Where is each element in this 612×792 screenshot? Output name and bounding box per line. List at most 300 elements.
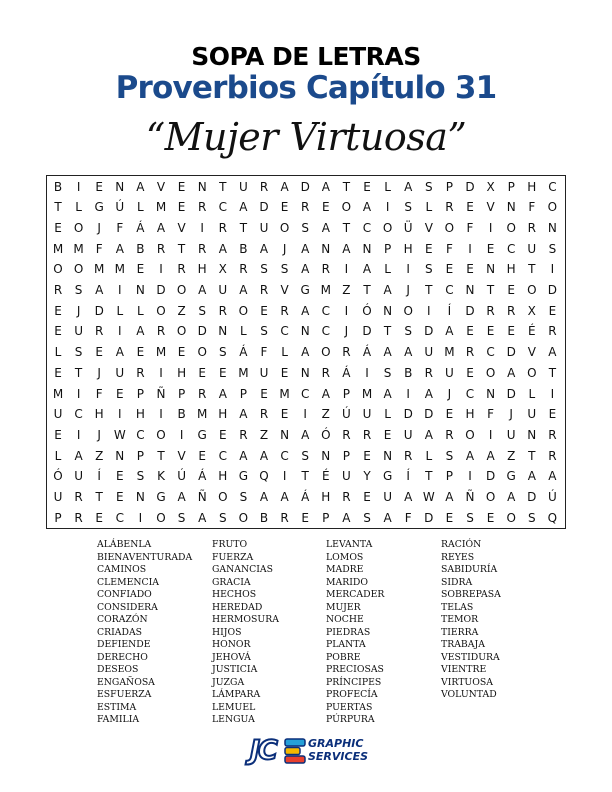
grid-cell[interactable]: S [177, 510, 186, 525]
grid-cell[interactable]: I [385, 200, 390, 215]
grid-cell[interactable]: N [300, 324, 310, 339]
grid-cell[interactable]: A [259, 490, 269, 504]
grid-cell[interactable]: A [280, 490, 289, 504]
grid-cell[interactable]: E [507, 324, 515, 339]
grid-cell[interactable]: O [156, 427, 166, 442]
grid-cell[interactable]: D [424, 407, 434, 422]
grid-cell[interactable]: A [362, 200, 372, 215]
grid-cell[interactable]: A [404, 345, 413, 360]
grid-cell[interactable]: L [384, 262, 391, 277]
grid-cell[interactable]: S [548, 241, 557, 256]
grid-cell[interactable]: I [488, 220, 493, 235]
grid-cell[interactable]: H [197, 262, 207, 277]
grid-cell[interactable]: Z [321, 407, 330, 422]
grid-cell[interactable]: R [259, 179, 269, 194]
grid-cell[interactable]: I [406, 386, 410, 401]
grid-cell[interactable]: A [404, 179, 413, 194]
grid-cell[interactable]: E [177, 179, 186, 194]
grid-cell[interactable]: E [363, 448, 371, 463]
grid-cell[interactable]: H [218, 469, 228, 484]
grid-cell[interactable]: N [218, 324, 228, 339]
grid-cell[interactable]: D [506, 386, 516, 401]
grid-cell[interactable]: N [547, 220, 557, 235]
grid-cell[interactable]: D [403, 407, 413, 422]
grid-cell[interactable]: D [424, 324, 434, 339]
grid-cell[interactable]: E [116, 490, 124, 504]
grid-cell[interactable]: L [528, 386, 536, 401]
grid-cell[interactable]: B [259, 510, 269, 525]
grid-cell[interactable]: D [94, 303, 104, 318]
grid-cell[interactable]: M [52, 241, 64, 256]
grid-cell[interactable]: E [445, 407, 454, 422]
grid-cell[interactable]: I [159, 365, 163, 380]
grid-cell[interactable]: S [301, 448, 309, 463]
grid-cell[interactable]: R [218, 220, 227, 235]
grid-cell[interactable]: U [259, 365, 269, 380]
grid-cell[interactable]: E [466, 200, 474, 215]
grid-cell[interactable]: T [342, 179, 351, 194]
grid-cell[interactable]: J [447, 386, 452, 401]
grid-cell[interactable]: I [344, 303, 349, 318]
grid-cell[interactable]: P [54, 510, 62, 525]
grid-cell[interactable]: O [279, 220, 290, 235]
grid-cell[interactable]: N [383, 448, 393, 463]
grid-cell[interactable]: D [424, 510, 434, 525]
grid-cell[interactable]: C [548, 179, 557, 194]
grid-cell[interactable]: H [403, 241, 413, 256]
grid-cell[interactable]: E [548, 303, 557, 318]
grid-cell[interactable]: U [506, 427, 516, 442]
grid-cell[interactable]: A [239, 200, 248, 215]
grid-cell[interactable]: O [485, 365, 496, 380]
grid-cell[interactable]: H [218, 407, 228, 422]
grid-cell[interactable]: N [321, 241, 331, 256]
grid-cell[interactable]: W [422, 490, 435, 504]
grid-cell[interactable]: U [341, 469, 351, 484]
grid-cell[interactable]: E [466, 262, 474, 277]
grid-cell[interactable]: B [136, 241, 145, 256]
grid-cell[interactable]: Ñ [156, 386, 166, 401]
grid-cell[interactable]: Ü [403, 220, 413, 235]
grid-cell[interactable]: R [321, 365, 330, 380]
grid-cell[interactable]: U [74, 469, 83, 484]
grid-cell[interactable]: T [54, 200, 62, 215]
grid-cell[interactable]: C [115, 510, 124, 525]
grid-cell[interactable]: L [281, 345, 288, 360]
grid-cell[interactable]: A [301, 427, 310, 442]
grid-cell[interactable]: F [95, 241, 103, 256]
grid-cell[interactable]: I [344, 262, 349, 277]
grid-cell[interactable]: T [301, 469, 309, 484]
grid-cell[interactable]: S [74, 283, 83, 297]
grid-cell[interactable]: U [74, 324, 83, 339]
grid-cell[interactable]: L [137, 200, 144, 215]
grid-cell[interactable]: U [53, 407, 63, 422]
grid-cell[interactable]: O [485, 490, 496, 504]
grid-cell[interactable]: K [157, 469, 165, 484]
grid-cell[interactable]: T [74, 365, 83, 380]
grid-cell[interactable]: E [260, 303, 268, 318]
grid-cell[interactable]: N [115, 448, 125, 463]
grid-cell[interactable]: P [322, 510, 330, 525]
grid-cell[interactable]: N [135, 283, 145, 297]
grid-cell[interactable]: A [218, 386, 227, 401]
grid-cell[interactable]: J [344, 324, 349, 339]
grid-cell[interactable]: R [259, 283, 269, 297]
grid-cell[interactable]: A [507, 490, 516, 504]
grid-cell[interactable]: N [321, 448, 331, 463]
grid-cell[interactable]: Ó [321, 427, 331, 442]
grid-cell[interactable]: R [548, 324, 557, 339]
grid-cell[interactable]: D [506, 345, 516, 360]
grid-cell[interactable]: A [259, 448, 269, 463]
grid-cell[interactable]: Ó [362, 303, 372, 318]
grid-cell[interactable]: R [445, 200, 454, 215]
grid-cell[interactable]: C [280, 324, 289, 339]
grid-cell[interactable]: E [466, 365, 474, 380]
grid-cell[interactable]: E [383, 427, 392, 442]
grid-cell[interactable]: A [239, 448, 248, 463]
grid-cell[interactable]: S [198, 303, 206, 318]
grid-cell[interactable]: G [238, 469, 249, 484]
grid-cell[interactable]: C [465, 386, 475, 401]
grid-cell[interactable]: V [424, 220, 433, 235]
grid-cell[interactable]: L [54, 345, 62, 360]
grid-cell[interactable]: A [548, 469, 557, 484]
grid-cell[interactable]: Í [447, 303, 452, 318]
grid-cell[interactable]: I [468, 469, 472, 484]
grid-cell[interactable]: E [486, 510, 495, 525]
grid-cell[interactable]: O [156, 303, 166, 318]
grid-cell[interactable]: T [363, 283, 371, 297]
grid-cell[interactable]: Ú [177, 469, 186, 484]
grid-cell[interactable]: A [445, 490, 454, 504]
grid-cell[interactable]: D [465, 179, 475, 194]
grid-cell[interactable]: C [486, 345, 495, 360]
grid-cell[interactable]: E [116, 386, 124, 401]
grid-cell[interactable]: E [136, 262, 145, 277]
grid-cell[interactable]: D [300, 179, 310, 194]
grid-cell[interactable]: A [218, 241, 227, 256]
grid-cell[interactable]: D [259, 200, 269, 215]
grid-cell[interactable]: T [157, 448, 165, 463]
grid-cell[interactable]: T [342, 220, 351, 235]
grid-cell[interactable]: I [550, 262, 555, 277]
grid-cell[interactable]: O [176, 324, 187, 339]
grid-cell[interactable]: R [259, 407, 269, 422]
grid-cell[interactable]: R [342, 345, 351, 360]
grid-cell[interactable]: S [239, 490, 248, 504]
grid-cell[interactable]: D [197, 324, 207, 339]
grid-cell[interactable]: C [280, 448, 289, 463]
grid-cell[interactable]: Ú [547, 490, 557, 504]
grid-cell[interactable]: A [136, 179, 145, 194]
grid-cell[interactable]: L [384, 407, 391, 422]
grid-cell[interactable]: D [156, 283, 166, 297]
grid-cell[interactable]: A [507, 365, 516, 380]
grid-cell[interactable]: P [239, 386, 248, 401]
grid-cell[interactable]: R [74, 490, 83, 504]
grid-cell[interactable]: M [155, 200, 167, 215]
grid-cell[interactable]: P [342, 448, 351, 463]
grid-cell[interactable]: R [321, 262, 330, 277]
grid-cell[interactable]: L [240, 324, 247, 339]
grid-cell[interactable]: T [219, 179, 227, 194]
grid-cell[interactable]: O [73, 262, 84, 277]
grid-cell[interactable]: R [342, 490, 351, 504]
grid-cell[interactable]: R [548, 427, 557, 442]
grid-cell[interactable]: E [363, 490, 371, 504]
grid-cell[interactable]: A [301, 262, 310, 277]
grid-cell[interactable]: Ú [115, 200, 125, 215]
grid-cell[interactable]: L [384, 179, 391, 194]
grid-cell[interactable]: H [177, 365, 187, 380]
grid-cell[interactable]: J [97, 427, 101, 442]
grid-cell[interactable]: P [445, 179, 454, 194]
grid-cell[interactable]: N [465, 283, 475, 297]
grid-cell[interactable]: S [445, 448, 454, 463]
grid-cell[interactable]: U [444, 365, 454, 380]
grid-cell[interactable]: M [361, 386, 373, 401]
grid-cell[interactable]: A [321, 386, 330, 401]
grid-cell[interactable]: A [301, 303, 310, 318]
grid-cell[interactable]: D [485, 469, 496, 484]
grid-cell[interactable]: M [320, 283, 331, 297]
grid-cell[interactable]: A [198, 510, 207, 525]
grid-cell[interactable]: M [94, 262, 105, 277]
grid-cell[interactable]: U [403, 427, 413, 442]
grid-cell[interactable]: A [95, 283, 104, 297]
grid-cell[interactable]: T [425, 469, 433, 484]
grid-cell[interactable]: S [527, 510, 536, 525]
grid-cell[interactable]: E [54, 220, 62, 235]
grid-cell[interactable]: Á [239, 345, 248, 360]
grid-cell[interactable]: O [218, 490, 228, 504]
grid-cell[interactable]: R [301, 200, 310, 215]
grid-cell[interactable]: I [118, 283, 122, 297]
grid-cell[interactable]: E [54, 324, 62, 339]
grid-cell[interactable]: H [465, 407, 475, 422]
grid-cell[interactable]: O [321, 345, 331, 360]
grid-cell[interactable]: E [280, 200, 289, 215]
grid-cell[interactable]: F [404, 510, 412, 525]
grid-cell[interactable]: B [177, 407, 186, 422]
grid-cell[interactable]: Á [362, 345, 372, 360]
grid-cell[interactable]: R [548, 448, 557, 463]
grid-cell[interactable]: R [280, 303, 289, 318]
grid-cell[interactable]: A [239, 407, 248, 422]
grid-cell[interactable]: X [218, 262, 227, 277]
grid-cell[interactable]: A [404, 490, 413, 504]
grid-cell[interactable]: R [445, 427, 454, 442]
grid-cell[interactable]: R [198, 200, 207, 215]
grid-cell[interactable]: E [177, 200, 186, 215]
grid-cell[interactable]: Ó [53, 469, 63, 484]
grid-cell[interactable]: A [198, 283, 207, 297]
grid-cell[interactable]: Á [136, 220, 145, 235]
grid-cell[interactable]: N [362, 241, 372, 256]
grid-cell[interactable]: E [95, 510, 103, 525]
grid-cell[interactable]: A [259, 241, 269, 256]
grid-cell[interactable]: I [118, 324, 122, 339]
grid-cell[interactable]: I [282, 469, 287, 484]
grid-cell[interactable]: A [321, 220, 330, 235]
grid-cell[interactable]: A [342, 510, 351, 525]
grid-cell[interactable]: E [280, 407, 289, 422]
grid-cell[interactable]: I [303, 407, 307, 422]
grid-cell[interactable]: O [238, 303, 249, 318]
grid-cell[interactable]: N [486, 386, 496, 401]
grid-cell[interactable]: Y [363, 469, 371, 484]
grid-cell[interactable]: M [197, 407, 208, 422]
grid-cell[interactable]: M [114, 262, 125, 277]
grid-cell[interactable]: T [528, 448, 536, 463]
grid-cell[interactable]: S [424, 262, 433, 277]
grid-cell[interactable]: Ñ [465, 490, 475, 504]
grid-cell[interactable]: C [506, 241, 516, 256]
grid-cell[interactable]: A [383, 510, 392, 525]
grid-cell[interactable]: N [300, 365, 310, 380]
grid-cell[interactable]: O [444, 220, 455, 235]
grid-cell[interactable]: H [135, 407, 145, 422]
grid-cell[interactable]: U [53, 490, 63, 504]
grid-cell[interactable]: Ñ [197, 490, 207, 504]
grid-cell[interactable]: R [156, 324, 166, 339]
grid-cell[interactable]: R [95, 324, 104, 339]
grid-cell[interactable]: V [156, 179, 166, 194]
grid-cell[interactable]: Z [342, 283, 351, 297]
grid-cell[interactable]: U [383, 490, 392, 504]
grid-cell[interactable]: J [406, 283, 410, 297]
grid-cell[interactable]: E [425, 241, 433, 256]
grid-cell[interactable]: A [465, 448, 475, 463]
grid-cell[interactable]: C [321, 303, 330, 318]
grid-cell[interactable]: I [138, 510, 143, 525]
grid-cell[interactable]: M [238, 365, 249, 380]
grid-cell[interactable]: U [527, 407, 537, 422]
grid-cell[interactable]: F [260, 345, 268, 360]
grid-cell[interactable]: Í [97, 469, 101, 484]
grid-cell[interactable]: E [445, 510, 454, 525]
grid-cell[interactable]: I [76, 386, 81, 401]
grid-cell[interactable]: N [135, 490, 145, 504]
grid-cell[interactable]: A [301, 345, 310, 360]
grid-cell[interactable]: J [97, 365, 101, 380]
grid-cell[interactable]: H [506, 262, 516, 277]
grid-cell[interactable]: R [239, 262, 248, 277]
grid-cell[interactable]: I [406, 262, 410, 277]
grid-cell[interactable]: Á [342, 365, 351, 380]
grid-cell[interactable]: T [383, 324, 392, 339]
grid-cell[interactable]: F [528, 200, 536, 215]
grid-cell[interactable]: B [53, 179, 63, 194]
grid-cell[interactable]: J [76, 303, 81, 318]
grid-cell[interactable]: C [362, 220, 372, 235]
grid-cell[interactable]: A [527, 469, 536, 484]
grid-cell[interactable]: H [321, 490, 331, 504]
grid-cell[interactable]: E [322, 200, 330, 215]
grid-cell[interactable]: P [136, 386, 145, 401]
grid-cell[interactable]: E [486, 241, 495, 256]
grid-cell[interactable]: I [200, 220, 204, 235]
grid-cell[interactable]: R [280, 510, 289, 525]
grid-cell[interactable]: F [445, 241, 453, 256]
grid-cell[interactable]: N [527, 427, 537, 442]
grid-cell[interactable]: O [403, 303, 413, 318]
grid-cell[interactable]: É [528, 324, 536, 339]
grid-cell[interactable]: V [280, 283, 289, 297]
grid-cell[interactable]: O [382, 220, 393, 235]
grid-cell[interactable]: V [486, 200, 495, 215]
grid-cell[interactable]: R [239, 427, 248, 442]
grid-cell[interactable]: R [198, 386, 207, 401]
grid-cell[interactable]: R [198, 241, 207, 256]
grid-cell[interactable]: P [445, 469, 454, 484]
grid-cell[interactable]: D [465, 303, 475, 318]
letter-grid[interactable] [46, 175, 566, 529]
grid-cell[interactable]: G [197, 427, 207, 442]
grid-cell[interactable]: B [404, 365, 413, 380]
grid-cell[interactable]: G [506, 469, 516, 484]
grid-cell[interactable]: A [424, 427, 433, 442]
grid-cell[interactable]: I [365, 365, 369, 380]
grid-cell[interactable]: V [177, 220, 186, 235]
grid-cell[interactable]: C [321, 324, 330, 339]
grid-cell[interactable]: E [280, 365, 289, 380]
grid-cell[interactable]: E [95, 345, 103, 360]
grid-cell[interactable]: E [219, 427, 227, 442]
grid-cell[interactable]: Z [259, 427, 269, 442]
grid-cell[interactable]: E [198, 448, 206, 463]
grid-cell[interactable]: Q [547, 510, 558, 525]
grid-cell[interactable]: T [486, 283, 495, 297]
grid-cell[interactable]: L [425, 448, 433, 463]
grid-cell[interactable]: S [136, 469, 145, 484]
grid-cell[interactable]: B [239, 241, 248, 256]
grid-cell[interactable]: R [507, 303, 516, 318]
grid-cell[interactable]: Á [301, 490, 310, 504]
grid-cell[interactable]: E [219, 365, 227, 380]
grid-cell[interactable]: G [300, 283, 310, 297]
grid-cell[interactable]: T [528, 262, 536, 277]
grid-cell[interactable]: D [547, 283, 558, 297]
grid-cell[interactable]: E [548, 407, 557, 422]
grid-cell[interactable]: U [238, 179, 248, 194]
grid-cell[interactable]: L [54, 448, 62, 463]
grid-cell[interactable]: T [239, 220, 248, 235]
grid-cell[interactable]: A [156, 220, 166, 235]
grid-cell[interactable]: N [197, 179, 207, 194]
grid-cell[interactable]: A [239, 283, 248, 297]
grid-cell[interactable]: A [74, 448, 83, 463]
grid-cell[interactable]: F [95, 386, 103, 401]
grid-cell[interactable]: S [363, 510, 371, 525]
grid-cell[interactable]: S [74, 345, 83, 360]
grid-cell[interactable]: S [383, 365, 392, 380]
grid-cell[interactable]: C [300, 386, 310, 401]
grid-cell[interactable]: O [341, 200, 352, 215]
grid-cell[interactable]: U [527, 241, 537, 256]
grid-cell[interactable]: N [486, 262, 496, 277]
grid-cell[interactable]: O [238, 510, 249, 525]
grid-cell[interactable]: O [53, 262, 63, 277]
grid-cell[interactable]: S [466, 510, 474, 525]
grid-cell[interactable]: U [259, 220, 269, 235]
grid-cell[interactable]: J [282, 241, 287, 256]
grid-cell[interactable]: O [527, 283, 537, 297]
grid-cell[interactable]: R [136, 365, 145, 380]
grid-cell[interactable]: G [94, 200, 104, 215]
